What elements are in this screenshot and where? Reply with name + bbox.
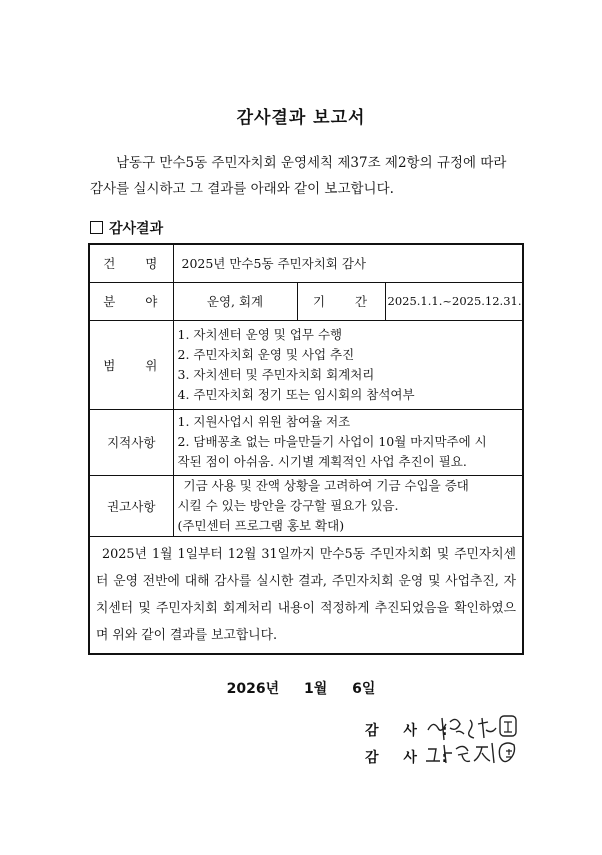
- audit-result-table: [88, 243, 524, 655]
- scope-item: 1. 자치센터 운영 및 업무 수행: [177, 326, 343, 342]
- subject-row: [89, 244, 523, 282]
- section-heading: [90, 218, 163, 238]
- recommendation-line: 시킬 수 있는 방안을 강구할 필요가 있음.: [177, 497, 399, 513]
- intro-line-2: 감사를 실시하고 그 결과를 아래와 같이 보고합니다.: [90, 181, 394, 197]
- intro-line-1: 남동구 만수5동 주민자치회 운영세칙 제37조 제2항의 규정에 따라: [116, 155, 507, 171]
- scope-item: 2. 주민자치회 운영 및 사업 추진: [177, 346, 355, 362]
- recommendation-line: (주민센터 프로그램 홍보 확대): [177, 517, 345, 533]
- findings-item: 1. 지원사업시 위원 참여율 저조: [177, 414, 351, 429]
- findings-label: 지적사항: [89, 409, 173, 475]
- signature-label: 감 사 :: [365, 750, 458, 766]
- recommendation-text: [173, 475, 523, 536]
- findings-row: [89, 409, 523, 475]
- field-period-row: [89, 282, 523, 320]
- signature-label: 감 사 :: [365, 723, 458, 739]
- intro-paragraph: [90, 150, 530, 202]
- findings-list: [173, 409, 523, 475]
- checkbox-square-icon: [90, 221, 103, 234]
- scope-label: 범 위: [89, 320, 173, 409]
- period-value: 2025.1.1.~2025.12.31.: [385, 282, 523, 320]
- section-heading-text: 감사결과: [109, 221, 164, 237]
- conclusion-text: 2025년 1월 1일부터 12월 31일까지 만수5동 주민자치회 및 주민자치센터 운영 전반에 대해 감사를 실시한 결과, 주민자치회 운영 및 사업추진, 자치센터 및 주민자치회 회계처리 내용이 적정하게 추진되었음을 확인하였으며 위와 같이 결과를 보고합니다.: [89, 536, 523, 654]
- recommendation-row: [89, 475, 523, 536]
- field-label: 분 야: [89, 282, 173, 320]
- document-title: 감사결과 보고서: [236, 108, 366, 128]
- handwritten-signature-2: [422, 735, 522, 775]
- period-label: 기 간: [297, 282, 385, 320]
- scope-item: 3. 자치센터 및 주민자치회 회계처리: [177, 366, 375, 382]
- scope-list: [173, 320, 523, 409]
- findings-item: 작된 점이 아쉬움. 시기별 계획적인 사업 추진이 필요.: [177, 454, 467, 469]
- conclusion-row: [89, 536, 523, 654]
- field-value: 운영, 회계: [173, 282, 297, 320]
- scope-row: [89, 320, 523, 409]
- report-date: 2026년 1월 6일: [226, 681, 376, 697]
- scope-item: 4. 주민자치회 정기 또는 임시회의 참석여부: [177, 386, 415, 402]
- subject-label: 건 명: [89, 244, 173, 282]
- recommendation-line: 기금 사용 및 잔액 상황을 고려하여 기금 수입을 증대: [183, 477, 469, 493]
- subject-value: 2025년 만수5동 주민자치회 감사: [173, 244, 523, 282]
- recommend-label: 권고사항: [89, 475, 173, 536]
- findings-item: 2. 담배꽁초 없는 마을만들기 사업이 10월 마지막주에 시: [177, 434, 487, 449]
